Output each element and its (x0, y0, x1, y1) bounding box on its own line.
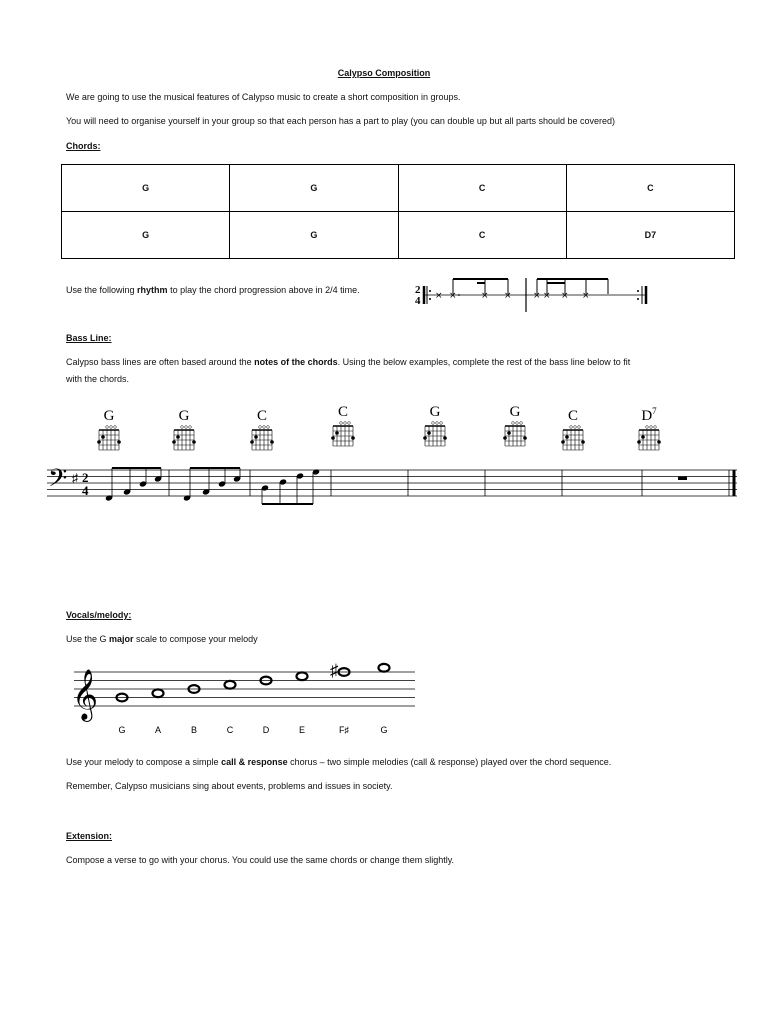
intro-line-1: We are going to use the musical features of Calypso music to create a short composition in groups. (66, 92, 461, 102)
bass-clef-icon: 𝄢 (48, 464, 68, 499)
melody-instruction: Use the G major scale to compose your melody (66, 634, 258, 644)
scale-note (189, 685, 200, 735)
scale-note (339, 668, 350, 735)
scale-note (297, 672, 308, 735)
bass-time-bottom: 4 (82, 483, 89, 498)
bass-line-score (0, 400, 768, 510)
chord-diagram-name: G (509, 404, 521, 420)
chord-diagram (503, 404, 527, 446)
chord-diagram-name: C (337, 404, 349, 420)
bass-paragraph-1: Calypso bass lines are often based around the notes of the chords. Using the below examples, complete the rest of the bass line below to fit (66, 357, 631, 367)
treble-clef-icon: 𝄞 (72, 669, 99, 720)
chord-diagram (561, 408, 585, 450)
scale-note-label: F♯ (339, 725, 349, 735)
chord-diagram (250, 408, 274, 450)
chord-diagram-name: G (103, 408, 115, 424)
rhythm-notation (412, 274, 662, 314)
rhythm-instruction: Use the following rhythm to play the chord progression above in 2/4 time. (66, 285, 360, 295)
bass-note-group (183, 468, 241, 502)
chord-table (61, 164, 735, 259)
chord-row (62, 212, 735, 259)
whole-rest-icon (678, 477, 687, 481)
chord-diagram-name: G (178, 408, 190, 424)
svg-text:×: × (561, 291, 569, 301)
svg-text:×: × (481, 291, 489, 301)
chorus-instruction: Use your melody to compose a simple call & response chorus – two simple melodies (call & response) played over the chord sequence. (66, 757, 612, 767)
chord-diagram (637, 406, 661, 450)
chord-cell: G (230, 165, 398, 212)
chord-diagram-name: $D^7$ (641, 406, 657, 424)
time-signature-bottom: 4 (415, 295, 421, 307)
chord-diagram-name: C (567, 408, 579, 424)
bass-paragraph-2: with the chords. (66, 374, 130, 384)
scale-note (379, 664, 390, 735)
time-signature-top: 2 (415, 284, 421, 296)
bass-note-group (261, 468, 320, 504)
svg-text:×: × (533, 291, 541, 301)
bass-heading: Bass Line: (66, 333, 112, 343)
page-title: Calypso Composition (337, 68, 431, 78)
chord-diagram (172, 408, 196, 450)
chord-diagram (97, 408, 121, 450)
chord-cell: G (62, 212, 230, 259)
sharp-icon: ♯ (330, 661, 339, 680)
chord-diagram-name: G (429, 404, 441, 420)
extension-text: Compose a verse to go with your chorus. You could use the same chords or change them slightly. (66, 855, 455, 865)
scale-note-label: G (380, 725, 388, 735)
bass-note-group (105, 468, 162, 502)
chord-cell: D7 (566, 212, 734, 259)
remember-text: Remember, Calypso musicians sing about events, problems and issues in society. (66, 781, 393, 791)
extension-heading: Extension: (66, 831, 113, 841)
chord-diagram (423, 404, 447, 446)
scale-note-label: B (190, 725, 198, 735)
g-major-scale (60, 655, 420, 745)
scale-note-label: E (298, 725, 306, 735)
chord-diagram-name: C (256, 408, 268, 424)
chords-heading: Chords: (66, 141, 101, 151)
scale-note-label: G (118, 725, 126, 735)
melody-heading: Vocals/melody: (66, 610, 132, 620)
svg-text:×: × (543, 291, 551, 301)
chord-cell: G (230, 212, 398, 259)
chord-cell: C (398, 165, 566, 212)
svg-text:×: × (449, 291, 457, 301)
scale-note (153, 689, 164, 735)
intro-line-2: You will need to organise yourself in your group so that each person has a part to play (you can double up but all parts should be covered) (66, 116, 616, 126)
chord-diagram (331, 404, 355, 446)
scale-note-label: D (262, 725, 270, 735)
svg-text:×: × (582, 291, 590, 301)
bass-time-top: 2 (82, 470, 89, 485)
svg-text:×: × (504, 291, 512, 301)
svg-text:×: × (435, 291, 443, 301)
chord-row (62, 165, 735, 212)
chord-cell: G (62, 165, 230, 212)
chord-cell: C (398, 212, 566, 259)
scale-note-label: A (154, 725, 162, 735)
chord-cell: C (566, 165, 734, 212)
scale-note-label: C (226, 725, 234, 735)
scale-note (117, 694, 128, 735)
key-signature-sharp-icon: ♯ (72, 471, 78, 485)
